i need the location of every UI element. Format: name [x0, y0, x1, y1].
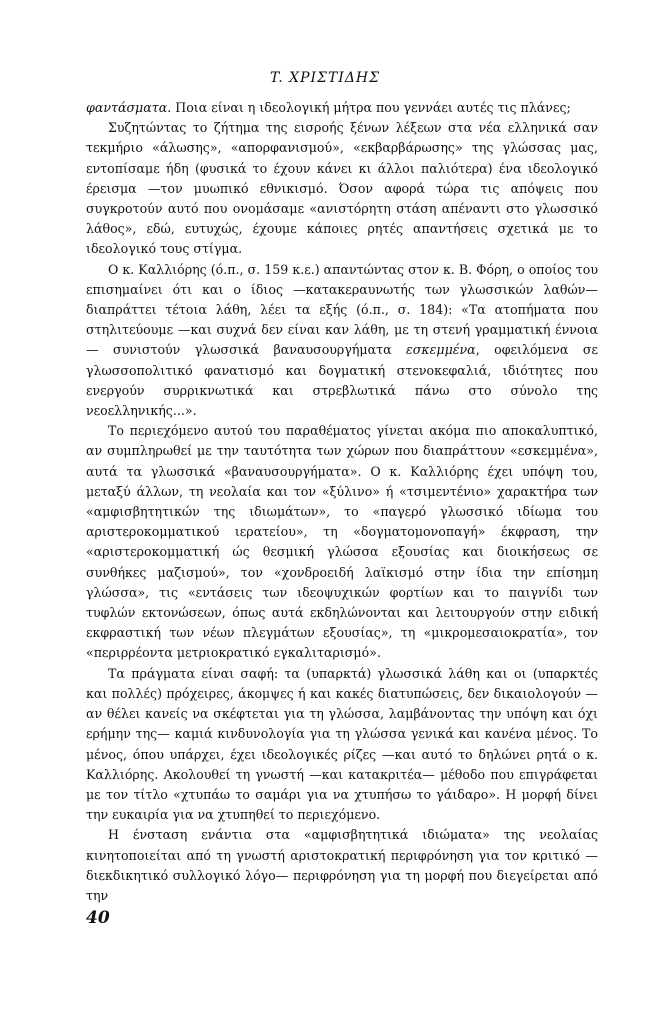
paragraph-text: Ποια είναι η ιδεολογική μήτρα που γεννάει αυτές τις πλάνες;: [171, 100, 571, 115]
paragraph: [86, 98, 598, 118]
paragraph: [86, 260, 598, 422]
running-header: T. ΧΡΙΣΤΙΔΗΣ: [269, 70, 381, 86]
paragraph: Το περιεχόμενο αυτού του παραθέματος γίνεται ακόμα πιο αποκαλυπτικό, αν συμπληρωθεί με την ταυτότητα των χώρων που διαπράττουν «εσκεμμένα», αυτά τα γλωσσικά «βαναυσουργήματα». Ο κ. Καλλιόρης έχει υπόψη του, μεταξύ άλλων, τη νεολαία και τον «ξύλινο» ή «τσιμεντένιο» χαρακτήρα των «αμφισβητητικών της ιδιωμάτων», το «παγερό γλωσσικό ιδίωμα του αριστεροκομματικού ιερατείου», τη «δογματομονοπαγή» έκφραση, την «αριστεροκομματική ώς θεσμική γλώσσα εξουσίας και διοικήσεως σε συνθήκες μαζισμού», τον «χονδροειδή λαϊκισμό στην ίδια την επίσημη γλώσσα», τις «εντάσεις των ιδεοψυχικών φορτίων και το παιγνίδι των τυφλών εκτονώσεων, όπως αυτά εκδηλώνονται και λειτουργούν στην ειδική εκφραστική των νέων πλεγμάτων εξουσίας», τη «μικρομεσαιοκρατία», τον «περιρρέοντα μετριοκρατικό εγκαλιταρισμό».: [86, 423, 598, 661]
page-number: 40: [86, 908, 110, 928]
paragraph: Η ένσταση ενάντια στα «αμφισβητητικά ιδιώματα» της νεολαίας κινητοποιείται από τη γνωστή αριστοκρατική περιφρόνηση για τον κριτικό —διεκδικητικό συλλογικό λόγο— περιφρόνηση για τη μορφή που διεγείρεται από την: [86, 827, 598, 903]
paragraph: Τα πράγματα είναι σαφή: τα (υπαρκτά) γλωσσικά λάθη και οι (υπαρκτές και πολλές) πρόχειρες, άκομψες ή και κακές διατυπώσεις, δεν δικαιολογούν —αν θέλει κανείς να σκέφτεται για τη γλώσσα, λαμβάνοντας την υπόψη και όχι ερήμην της— καμιά κινδυνολογία για τη γλώσσα γενικά και κανένα μένος. Το μένος, όπου υπάρχει, έχει ιδεολογικές ρίζες —και αυτό το δηλώνει ρητά ο κ. Καλλιόρης. Ακολουθεί τη γνωστή —και κατακριτέα— μέθοδο που επιγράφεται με τον τίτλο «χτυπάω το σαμάρι για να χτυπήσω το γάιδαρο». Η μορφή δίνει την ευκαιρία για να χτυπηθεί το περιεχόμενο.: [86, 665, 598, 823]
main-text: [86, 98, 598, 906]
italic-word: εσκεμμένα: [406, 342, 476, 358]
paragraph: Συζητώντας το ζήτημα της εισροής ξένων λέξεων στα νέα ελληνικά σαν τεκμήριο «άλωσης», «απορφανισμού», «εκβαρβάρωσης» της γλώσσας μας, εντοπίσαμε ήδη (φυσικά το έχουν κάνει κι άλλοι παλιότερα) ένα ιδεολογικό έρεισμα —τον μυωπικό εθνικισμό. Όσον αφορά τώρα τις απόψεις που συγκροτούν αυτό που ονομάσαμε «ανιστόρητη στάση απέναντι στο γλωσσικό λάθος», εδώ, ευτυχώς, έχουμε κάποιες ρητές απαντήσεις σχετικά με το ιδεολογικό τους στίγμα.: [86, 120, 598, 257]
paragraph-text: Ο κ. Καλλιόρης (ό.π., σ. 159 κ.ε.) απαντώντας στον κ. Β. Φόρη, ο οποίος του επισημαίνει ότι και ο ίδιος —κατακεραυνωτής των γλωσσικών λαθών— διαπράττει τέτοια λάθη, λέει τα εξής (ό.π., σ. 184): «Τα ατοπήματα που στηλιτεύουμε —και συχνά δεν είναι καν λάθη, με τη στενή γραμματική έννοια— συνιστούν γλωσσικά βαναυσουργήματα: [86, 261, 598, 358]
paragraph-text: , οφειλόμενα σε γλωσσοπολιτικό φανατισμό και δογματική στενοκεφαλιά, ιδιότητες που ενεργούν συρρικνωτικά και στρεβλωτικά πάνω στο σύνολο της νεοελληνικής...».: [86, 342, 598, 419]
italic-lead: φαντάσματα.: [86, 100, 172, 115]
